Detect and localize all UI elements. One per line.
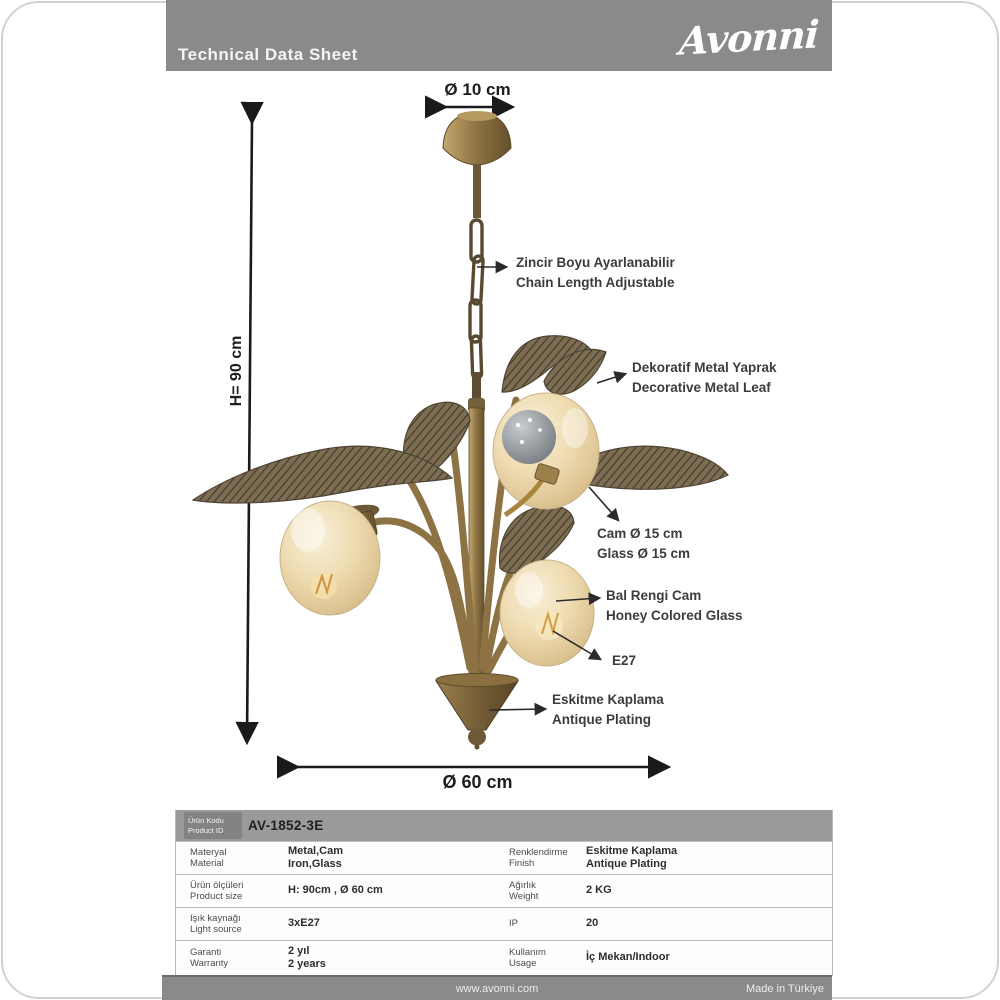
callout-chain-tr: Zincir Boyu Ayarlanabilir (516, 255, 675, 270)
table-row-size (176, 874, 832, 907)
row1-value1-l1: Metal,Cam (288, 844, 344, 857)
row4-value1-l2: 2 years (288, 958, 326, 970)
row4-label1-tr: Garanti (190, 946, 222, 958)
row2-label1-tr: Ürün ölçüleri (190, 879, 244, 891)
made-in-label: Made in Türkiye (745, 982, 824, 995)
row2-label2-tr: Ağırlık (509, 879, 536, 891)
row2-value2-l1: 2 KG (586, 884, 612, 897)
callout-glass-size-tr: Cam Ø 15 cm (597, 526, 683, 541)
callout-glass-size-en: Glass Ø 15 cm (597, 546, 691, 561)
chain (470, 220, 483, 378)
row1-label2-tr: Renklendirme (509, 846, 568, 858)
callout-chain-en: Chain Length Adjustable (516, 275, 675, 290)
page-title: Technical Data Sheet (178, 45, 358, 64)
row2-value1-l1: H: 90cm , Ø 60 cm (288, 884, 383, 897)
callout-chain (516, 253, 675, 293)
callout-socket-e27-label: E27 (612, 653, 637, 668)
spec-table (175, 810, 833, 976)
glass-globe-lower-right (500, 558, 594, 666)
dimension-line-height (247, 120, 252, 740)
row1-value1-l2: Iron,Glass (288, 858, 342, 870)
footer-bar (162, 975, 832, 1000)
cone-holder (436, 674, 518, 750)
glass-globe-upper-right (493, 393, 599, 515)
product-id-label-en: Product ID (188, 825, 224, 835)
row4-value1-l1: 2 yıl (288, 944, 310, 957)
callout-arrow-leaf (597, 374, 625, 383)
table-row-light-source (176, 907, 832, 940)
row2-label2-en: Weight (509, 891, 539, 902)
callout-glass-size (597, 524, 690, 564)
row2-label1-en: Product size (190, 891, 243, 902)
hanger-rod (473, 164, 481, 218)
product-id-value: AV-1852-3E (248, 818, 324, 833)
brand-logo: Avonni (678, 11, 820, 64)
callout-honey-glass (606, 586, 743, 626)
row3-label2-tr: IP (509, 918, 518, 930)
table-row-material (176, 841, 832, 874)
row3-value1-l1: 3xE27 (288, 917, 320, 930)
website-url: www.avonni.com (455, 982, 539, 995)
row1-value2-l2: Antique Plating (586, 858, 667, 870)
callout-arrow-plating (489, 709, 545, 710)
row4-label2-tr: Kullanım (509, 946, 546, 958)
callout-honey-glass-tr: Bal Rengi Cam (606, 588, 702, 603)
callout-leaf-tr: Dekoratif Metal Yaprak (632, 360, 777, 375)
product-id-label (184, 812, 242, 839)
chain-connector (472, 372, 481, 402)
row4-label2-en: Usage (509, 958, 537, 969)
callout-plating (552, 690, 664, 730)
row3-label1-en: Light source (190, 924, 242, 935)
canopy-dome (443, 111, 511, 165)
table-row-warranty (176, 940, 832, 975)
callout-plating-en: Antique Plating (552, 712, 651, 727)
callout-socket-e27 (612, 651, 636, 671)
dimension-label-canopy: Ø 10 cm (444, 80, 511, 99)
callout-leaf (632, 358, 777, 398)
callout-plating-tr: Eskitme Kaplama (552, 692, 664, 707)
row1-value2-l1: Eskitme Kaplama (586, 844, 678, 857)
callout-leaf-en: Decorative Metal Leaf (632, 380, 771, 395)
dimension-label-height: H= 90 cm (228, 335, 245, 407)
callout-honey-glass-en: Honey Colored Glass (606, 608, 743, 623)
callout-arrow-glass (589, 487, 618, 520)
product-id-label-tr: Ürün Kodu (188, 815, 224, 825)
row4-value2-l1: İç Mekan/Indoor (586, 951, 670, 964)
dimension-label-width: Ø 60 cm (442, 772, 513, 792)
row3-label1-tr: Işık kaynağı (190, 912, 241, 924)
row3-value2-l1: 20 (586, 917, 599, 930)
glass-globe-left (280, 501, 385, 615)
row1-label1-en: Material (190, 858, 224, 869)
row4-label1-en: Warranty (190, 958, 229, 969)
row1-label1-tr: Materyal (190, 846, 227, 858)
spec-table-header (176, 810, 832, 841)
row1-label2-en: Finish (509, 858, 535, 869)
